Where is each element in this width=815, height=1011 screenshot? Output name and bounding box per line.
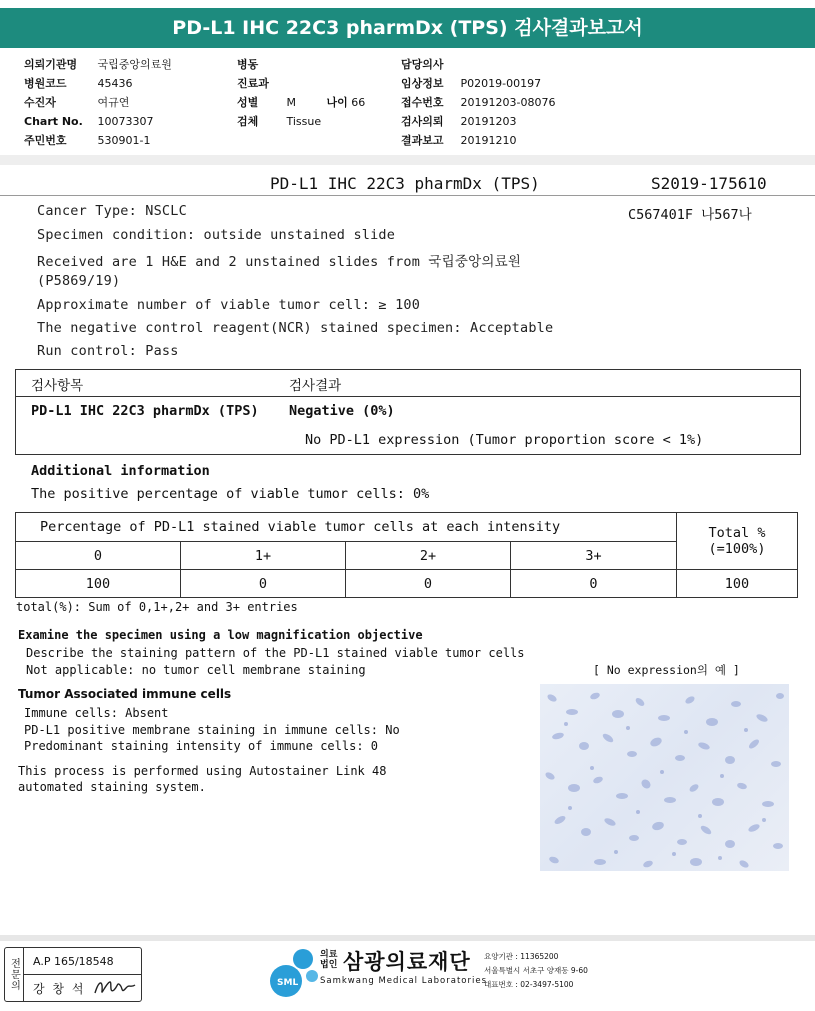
immune-line: Predominant staining intensity of immune cells: 0	[24, 739, 379, 753]
total-label-1: Total %	[708, 525, 766, 541]
result-item: PD-L1 IHC 22C3 pharmDx (TPS)	[31, 403, 259, 419]
slide-code: C567401F 나567나	[628, 207, 752, 223]
contact-line: 서울특별시 서초구 양재동 9-60	[484, 966, 588, 975]
contact-line: 요양기관 : 11365200	[484, 952, 559, 961]
intensity-table	[15, 512, 798, 598]
intensity-value-3plus: 0	[510, 569, 677, 598]
intensity-value-1plus: 0	[180, 569, 346, 598]
result-header-result: 검사결과	[289, 378, 342, 394]
examine-line: Not applicable: no tumor cell membrane staining	[26, 663, 366, 677]
org-name-en: Samkwang Medical Laboratories	[320, 976, 488, 986]
org-type-line-1: 의료	[320, 950, 338, 960]
info-value: M	[286, 96, 296, 109]
info-label: 수진자	[24, 96, 56, 109]
info-value: 20191203	[460, 115, 517, 128]
footer-band	[0, 935, 815, 941]
info-value: Tissue	[286, 115, 322, 128]
total-header-cell	[676, 512, 798, 570]
report-test-name: PD-L1 IHC 22C3 pharmDx (TPS)	[270, 174, 540, 193]
signature-graphic	[93, 976, 137, 998]
process-line: This process is performed using Autostainer Link 48	[18, 764, 387, 778]
specimen-line: (P5869/19)	[37, 273, 121, 289]
info-value: 국립중앙의료원	[97, 58, 172, 71]
age-label: 나이	[326, 96, 348, 109]
report-title-rule	[0, 195, 815, 196]
additional-heading: Additional information	[31, 463, 210, 479]
specialist-stamp	[4, 947, 142, 1002]
sml-logo-text: SML	[277, 978, 299, 988]
specimen-line: Run control: Pass	[37, 343, 179, 359]
report-id: S2019-175610	[651, 174, 767, 193]
info-label: Chart No.	[24, 115, 83, 128]
sml-logo-icon	[268, 946, 322, 1000]
result-box-divider	[15, 396, 801, 397]
specimen-details	[37, 203, 617, 363]
immune-line: Immune cells: Absent	[24, 706, 169, 720]
info-label: 검사의뢰	[401, 115, 444, 128]
info-value: 20191203-08076	[460, 96, 556, 109]
info-label: 성별	[237, 96, 259, 109]
process-line: automated staining system.	[18, 780, 206, 794]
info-label: 접수번호	[401, 96, 444, 109]
intensity-header-1plus: 1+	[180, 541, 346, 570]
specimen-line: Approximate number of viable tumor cell: ≥ 100	[37, 297, 421, 313]
stamp-name: 강 창 석	[33, 982, 86, 996]
intensity-caption: Percentage of PD-L1 stained viable tumor cells at each intensity	[15, 512, 677, 542]
info-label: 병동	[237, 58, 259, 71]
age-value: 66	[351, 96, 366, 109]
info-column-2	[237, 55, 397, 131]
tissue-nuclei-illustration	[540, 684, 789, 871]
intensity-note: total(%): Sum of 0,1+,2+ and 3+ entries	[16, 600, 298, 614]
stamp-side-label: 전문의	[5, 948, 24, 1001]
immune-heading: Tumor Associated immune cells	[18, 687, 232, 701]
immune-line: PD-L1 positive membrane staining in immune cells: No	[24, 723, 400, 737]
contact-line: 대표번호 : 02-3497-5100	[484, 980, 574, 989]
info-column-1	[24, 55, 224, 150]
org-contact	[484, 950, 588, 992]
header-divider-band	[0, 155, 815, 165]
info-value: 10073307	[97, 115, 154, 128]
info-value: 20191210	[460, 134, 517, 147]
examine-heading: Examine the specimen using a low magnification objective	[18, 628, 423, 642]
additional-text: The positive percentage of viable tumor cells: 0%	[31, 486, 430, 502]
info-label: 검체	[237, 115, 259, 128]
info-label: 의뢰기관명	[24, 58, 78, 71]
info-column-3	[401, 55, 601, 150]
intensity-header-2plus: 2+	[345, 541, 511, 570]
info-label: 주민번호	[24, 134, 67, 147]
intensity-header-0: 0	[15, 541, 181, 570]
info-label: 결과보고	[401, 134, 444, 147]
info-label: 진료과	[237, 77, 269, 90]
specimen-line: The negative control reagent(NCR) stained specimen: Acceptable	[37, 320, 554, 336]
info-label: 병원코드	[24, 77, 67, 90]
org-name: 삼광의료재단	[343, 950, 471, 974]
micrograph-image	[540, 684, 789, 871]
info-value: P02019-00197	[460, 77, 542, 90]
org-type-line-2: 법인	[320, 960, 338, 970]
info-value: 530901-1	[97, 134, 151, 147]
stamp-license: A.P 165/18548	[33, 955, 114, 968]
info-value: 여규연	[97, 96, 130, 109]
intensity-value-0: 100	[15, 569, 181, 598]
report-title: PD-L1 IHC 22C3 pharmDx (TPS) 검사결과보고서	[0, 8, 815, 48]
info-value: 45436	[97, 77, 133, 90]
intensity-total-value: 100	[676, 569, 798, 598]
examine-line: Describe the staining pattern of the PD-L1 stained viable tumor cells	[26, 646, 525, 660]
org-type	[320, 950, 337, 970]
specimen-line: Specimen condition: outside unstained slide	[37, 227, 396, 243]
result-header-item: 검사항목	[31, 378, 84, 394]
info-label: 담당의사	[401, 58, 444, 71]
specimen-line: Received are 1 H&E and 2 unstained slides from 국립중앙의료원	[37, 254, 522, 270]
image-caption: [ No expression의 예 ]	[593, 663, 740, 677]
intensity-value-2plus: 0	[345, 569, 511, 598]
intensity-header-3plus: 3+	[510, 541, 677, 570]
result-detail: No PD-L1 expression (Tumor proportion score < 1%)	[305, 432, 704, 448]
total-label-2: (=100%)	[708, 541, 766, 557]
stamp-divider	[23, 974, 141, 975]
result-value: Negative (0%)	[289, 403, 395, 419]
specimen-line: Cancer Type: NSCLC	[37, 203, 187, 219]
info-label: 임상정보	[401, 77, 444, 90]
